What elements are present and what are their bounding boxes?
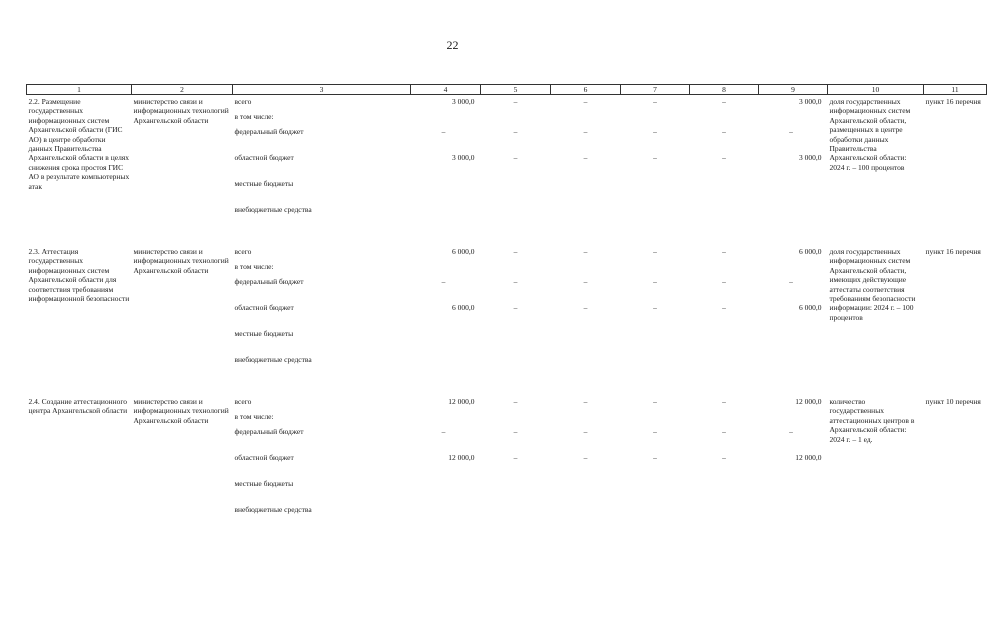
amount-total: 12 000,0	[795, 397, 822, 406]
amount-regional: 12 000,0	[795, 453, 822, 462]
header-cell: 5	[481, 85, 551, 95]
funding-sources	[233, 395, 411, 545]
source-including: в том числе:	[234, 112, 274, 121]
activity-name: 2.3. Аттестация государственных информационных систем Архангельской области для соответствия требованиям информационной безопасности	[28, 247, 130, 304]
header-cell: 6	[551, 85, 621, 95]
amount-col8	[690, 95, 759, 246]
amount-regional: –	[583, 453, 588, 462]
amount-total: –	[583, 247, 588, 256]
source-federal: федеральный бюджет	[234, 127, 304, 136]
amount-federal: –	[653, 427, 657, 436]
header-cell: 2	[132, 85, 233, 95]
amount-regional: –	[653, 453, 657, 462]
source-federal: федеральный бюджет	[234, 277, 304, 286]
amount-col8	[690, 395, 759, 545]
source-including: в том числе:	[234, 412, 274, 421]
header-cell: 10	[828, 85, 924, 95]
funding-sources	[233, 95, 411, 246]
amount-regional: 12 000,0	[448, 453, 475, 462]
amount-federal: –	[722, 127, 726, 136]
header-cell: 1	[27, 85, 132, 95]
executor: министерство связи и информационных технологий Архангельской области	[133, 97, 229, 125]
amount-federal: –	[583, 427, 588, 436]
amount-total: –	[722, 97, 726, 106]
amount-col6	[551, 395, 621, 545]
header-cell: 11	[924, 85, 987, 95]
header-cell: 9	[759, 85, 828, 95]
amount-col7	[621, 395, 690, 545]
source-extrabudgetary: внебюджетные средства	[234, 355, 312, 364]
source-regional: областной бюджет	[234, 303, 294, 312]
amount-federal: –	[789, 277, 793, 286]
amount-federal: –	[583, 127, 588, 136]
source-regional: областной бюджет	[234, 153, 294, 162]
amount-total: 6 000,0	[799, 247, 822, 256]
amount-total: –	[513, 97, 518, 106]
amount-total: –	[653, 247, 657, 256]
activity-name: 2.2. Размещение государственных информационных систем Архангельской области (ГИС АО) в центре обработки данных Правительства Архангельской области в целях снижения срока простоя ГИС АО в результате компьютерных атак	[28, 97, 130, 191]
amount-federal: –	[722, 277, 726, 286]
amount-col9	[759, 95, 828, 246]
source-total: всего	[234, 97, 252, 106]
amount-total: –	[653, 97, 657, 106]
amount-federal: –	[722, 427, 726, 436]
activity-name: 2.4. Создание аттестационного центра Архангельской области	[28, 397, 128, 416]
amount-regional: 6 000,0	[452, 303, 475, 312]
executor: министерство связи и информационных технологий Архангельской области	[133, 247, 229, 275]
amount-total: –	[722, 397, 726, 406]
amount-total: –	[722, 247, 726, 256]
amount-col7	[621, 245, 690, 395]
page-number: 22	[446, 38, 459, 52]
amount-regional: –	[583, 153, 588, 162]
amount-federal: –	[441, 277, 446, 286]
amount-regional: –	[513, 453, 518, 462]
amount-col9	[759, 395, 828, 545]
amount-federal: –	[513, 127, 518, 136]
source-local: местные бюджеты	[234, 329, 294, 338]
amount-total: –	[583, 397, 588, 406]
amount-col4	[411, 95, 481, 246]
table-row	[27, 395, 987, 545]
amount-federal: –	[513, 277, 518, 286]
target-indicator: доля государственных информационных систем Архангельской области, имеющих действующие аттестаты соответствия требованиям безопасности информации: 2024 г. – 100 процентов	[829, 247, 916, 322]
amount-col5	[481, 95, 551, 246]
amount-total: –	[513, 397, 518, 406]
amount-federal: –	[789, 127, 793, 136]
amount-total: –	[513, 247, 518, 256]
target-indicator: доля государственных информационных систем Архангельской области, размещенных в центре обработки данных Правительства Архангельской области: 2024 г. – 100 процентов	[829, 97, 911, 172]
amount-col9	[759, 245, 828, 395]
budget-table	[26, 84, 987, 545]
executor: министерство связи и информационных технологий Архангельской области	[133, 397, 229, 425]
reference: пункт 10 перечня	[925, 397, 981, 406]
source-total: всего	[234, 397, 252, 406]
amount-col4	[411, 245, 481, 395]
amount-col6	[551, 245, 621, 395]
amount-col5	[481, 395, 551, 545]
amount-regional: –	[722, 453, 726, 462]
reference: пункт 16 перечня	[925, 247, 981, 256]
amount-regional: 3 000,0	[799, 153, 822, 162]
amount-regional: –	[653, 303, 657, 312]
amount-regional: –	[722, 303, 726, 312]
source-total: всего	[234, 247, 252, 256]
amount-total: –	[653, 397, 657, 406]
amount-total: 12 000,0	[448, 397, 475, 406]
amount-total: –	[583, 97, 588, 106]
amount-col8	[690, 245, 759, 395]
amount-total: 3 000,0	[452, 97, 475, 106]
source-local: местные бюджеты	[234, 479, 294, 488]
amount-regional: –	[583, 303, 588, 312]
amount-federal: –	[441, 127, 446, 136]
source-extrabudgetary: внебюджетные средства	[234, 505, 312, 514]
amount-federal: –	[513, 427, 518, 436]
source-federal: федеральный бюджет	[234, 427, 304, 436]
header-cell: 8	[690, 85, 759, 95]
amount-total: 3 000,0	[799, 97, 822, 106]
amount-federal: –	[441, 427, 446, 436]
source-local: местные бюджеты	[234, 179, 294, 188]
target-indicator: количество государственных аттестационных центров в Архангельской области: 2024 г. – 1 ед.	[829, 397, 915, 444]
amount-regional: 6 000,0	[799, 303, 822, 312]
amount-col7	[621, 95, 690, 246]
amount-col4	[411, 395, 481, 545]
funding-sources	[233, 245, 411, 395]
amount-federal: –	[653, 277, 657, 286]
reference: пункт 16 перечня	[925, 97, 981, 106]
source-extrabudgetary: внебюджетные средства	[234, 205, 312, 214]
amount-total: 6 000,0	[452, 247, 475, 256]
header-cell: 7	[621, 85, 690, 95]
amount-col6	[551, 95, 621, 246]
header-row	[27, 85, 987, 95]
amount-regional: 3 000,0	[452, 153, 475, 162]
amount-regional: –	[653, 153, 657, 162]
source-regional: областной бюджет	[234, 453, 294, 462]
amount-col5	[481, 245, 551, 395]
amount-federal: –	[789, 427, 793, 436]
table-row	[27, 95, 987, 246]
table-row	[27, 245, 987, 395]
amount-federal: –	[583, 277, 588, 286]
header-cell: 4	[411, 85, 481, 95]
amount-regional: –	[513, 153, 518, 162]
amount-federal: –	[653, 127, 657, 136]
header-cell: 3	[233, 85, 411, 95]
amount-regional: –	[513, 303, 518, 312]
source-including: в том числе:	[234, 262, 274, 271]
amount-regional: –	[722, 153, 726, 162]
